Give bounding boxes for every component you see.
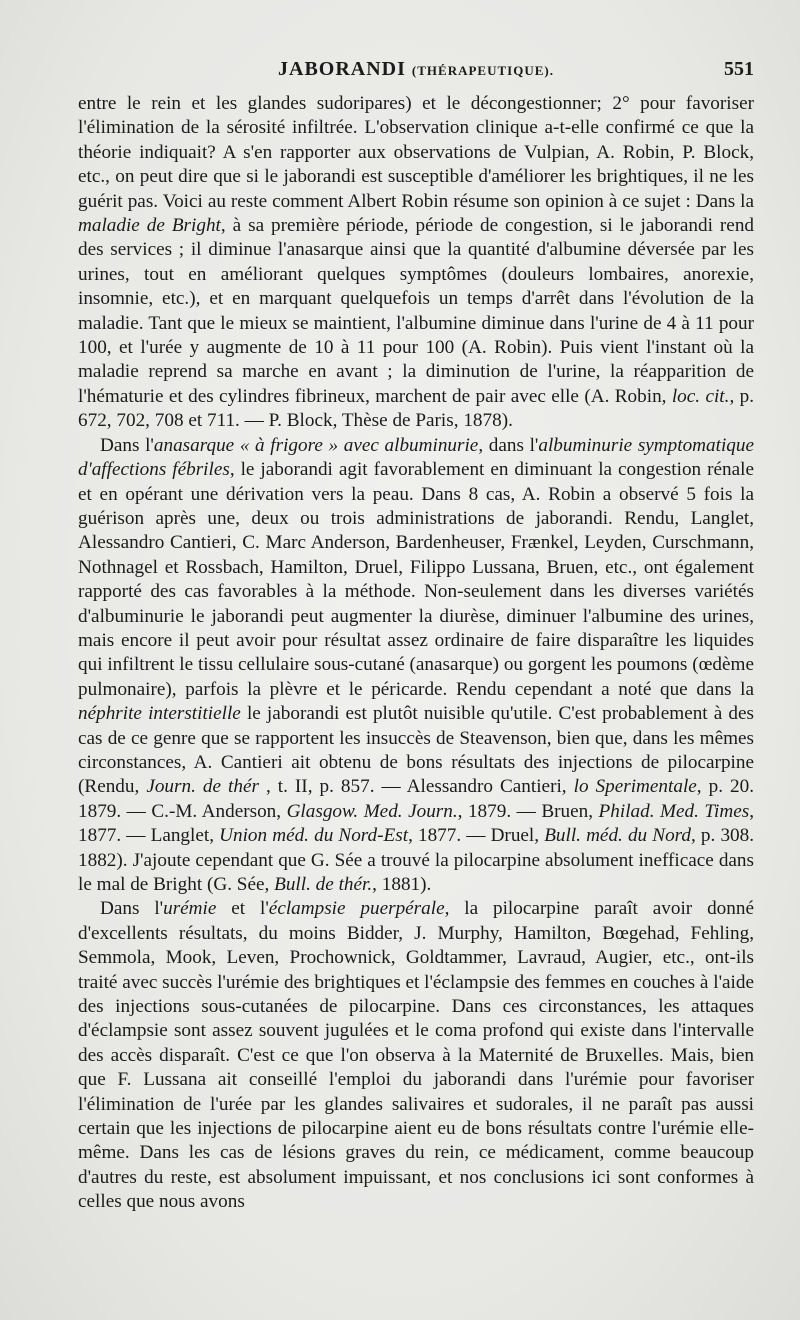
italic-text-run: Bull. de thér. <box>274 874 373 895</box>
italic-text-run: loc. cit. <box>671 385 730 407</box>
text-run: , 1879. — Bruen, <box>457 800 599 822</box>
italic-text-run: néphrite interstitielle <box>78 703 241 725</box>
paragraph <box>78 897 754 1214</box>
text-run: , à sa première période, période de congestion, si le jaborandi rend des services ; il diminue l'anasarque ainsi que la quantité d'albumine déversée par les urines, tout en améliorant quelques symptômes (douleurs lombaires, anorexie, insomnie, etc.), et en marquant quelquefois un temps d'arrêt dans l'évolution de la maladie. Tant que le mieux se maintient, l'albumine diminue dans l'urine de 4 à 11 pour 100, et l'urée y augmente de 10 à 11 pour 100 (A. Robin). Puis vient l'instant où la maladie reprend sa marche en avant ; la diminution de l'urine, la réapparition de l'hématurie et des cylindres fibrineux, marchent de pair avec elle (A. Robin, <box>78 215 755 407</box>
text-run: , le jaborandi agit favorablement en diminuant la congestion rénale et en opérant une dérivation vers la peau. Dans 8 cas, A. Robin a observé 5 fois la guérison après une, deux ou trois administrations de jaborandi. Rendu, Langlet, Alessandro Cantieri, C. Marc Anderson, Bardenheuser, Frænkel, Leyden, Curschmann, Nothnagel et Rossbach, Hamilton, Druel, Filippo Lussana, Bruen, etc., ont également rapporté des cas favorables à la méthode. Non-seulement dans les diverses variétés d'albuminurie le jaborandi peut augmenter la diurèse, diminuer l'albumine des urines, mais encore il peut avoir pour résultat assez ordinaire de faire disparaître les liquides qui infiltrent le tissu cellulaire sous-cutané (anasarque) ou gorgent les poumons (œdème pulmonaire), parfois la plèvre et le péricarde. Rendu cependant a noté que dans la <box>78 459 754 700</box>
text-run: Dans l' <box>100 434 154 456</box>
text-run: le jaborandi est plutôt nuisible qu'utile. C'est probablement à des cas de ce genre que se rapportent les insuccès de Steavenson, bien que, dans les mêmes circonstances, A. Cantieri ait obtenu de bons résultats des injections de pilocarpine (Rendu, <box>78 703 755 798</box>
italic-text-run: éclampsie puerpérale <box>268 898 445 920</box>
text-run: , p. 672, 702, 708 et 711. — P. Block, Thèse de Paris, 1878). <box>78 385 755 432</box>
paragraph <box>78 92 754 434</box>
text-run: , dans l' <box>478 434 539 456</box>
text-run: , 1877. — Langlet, <box>78 800 754 847</box>
italic-text-run: albuminurie symptomatique d'affections fébriles <box>78 434 754 481</box>
text-run: Dans l' <box>100 898 164 920</box>
italic-text-run: anasarque « à frigore » avec albuminurie <box>153 434 479 456</box>
text-run: , 1877. — Druel, <box>408 825 545 847</box>
text-run: , p. 308. 1882). J'ajoute cependant que G. Sée a trouvé la pilocarpine absolument inefficace dans le mal de Bright (G. Sée, <box>78 825 755 895</box>
italic-text-run: Glasgow. Med. Journ. <box>286 800 458 822</box>
running-title <box>78 58 754 81</box>
running-title-main: JABORANDI <box>278 58 406 80</box>
page-number: 551 <box>724 58 754 80</box>
text-run: , t. II, p. 857. — Alessandro Cantieri, <box>258 776 574 798</box>
italic-text-run: Bull. méd. du Nord <box>544 825 692 847</box>
body-text <box>78 92 754 1215</box>
text-run: et l' <box>216 898 269 920</box>
page-header <box>78 58 754 86</box>
italic-text-run: lo Sperimentale <box>573 776 697 798</box>
italic-text-run: Philad. Med. Times <box>598 800 750 822</box>
italic-text-run: maladie de Bright <box>78 215 221 237</box>
paragraph <box>78 434 754 898</box>
text-run: , 1881). <box>372 874 432 895</box>
text-run: , p. 20. 1879. — C.-M. Anderson, <box>78 776 754 822</box>
text-run: entre le rein et les glandes sudoripares) et le décongestionner; 2° pour favoriser l'élimination de la sérosité infiltrée. L'observation clinique a-t-elle confirmé ce que la théorie indiquait? A s'en rapporter aux observations de Vulpian, A. Robin, P. Block, etc., on peut dire que si le jaborandi est susceptible d'améliorer les brightiques, il ne les guérit pas. Voici au reste comment Albert Robin résume son opinion à ce sujet : Dans la <box>78 93 754 212</box>
italic-text-run: Union méd. du Nord-Est <box>219 825 409 847</box>
running-title-subtitle: (THÉRAPEUTIQUE). <box>411 63 554 78</box>
italic-text-run: urémie <box>163 898 217 920</box>
italic-text-run: Journ. de thér <box>146 776 259 798</box>
text-run: , la pilocarpine paraît avoir donné d'excellents résultats, du moins Bidder, J. Murphy, Hamilton, Bœgehad, Fehling, Semmola, Mook, Leven, Prochownick, Goldtammer, Lavraud, Augier, etc., ont-ils traité avec succès l'urémie des brightiques et l'éclampsie des femmes en couches à l'aide des injections sous-cutanées de pilocarpine. Dans ces circonstances, les attaques d'éclampsie sont assez souvent jugulées et le coma profond qui existe dans l'intervalle des accès disparaît. C'est ce que l'on observa à la Maternité de Bruxelles. Mais, bien que F. Lussana ait conseillé l'emploi du jaborandi dans l'urémie pour favoriser l'élimination de l'urée par les glandes salivaires et sudorales, il ne paraît pas aussi certain que les injections de pilocarpine aient eu de bons résultats contre l'urémie elle-même. Dans les cas de lésions graves du rein, ce médicament, comme beaucoup d'autres du reste, est absolument impuissant, et nos conclusions ici sont conformes à celles que nous avons <box>78 898 754 1213</box>
